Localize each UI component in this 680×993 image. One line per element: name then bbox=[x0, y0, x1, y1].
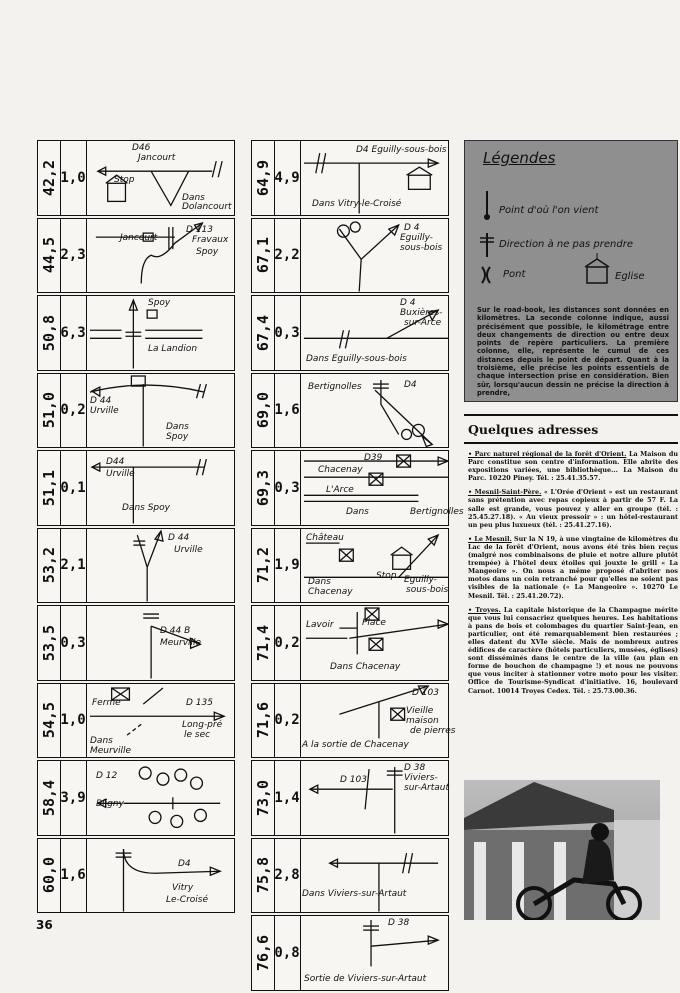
route-diagram bbox=[86, 761, 234, 835]
diagram-label: Dans Vitry-le-Croisé bbox=[312, 199, 402, 209]
diagram-label: D4 Eguilly-sous-bois bbox=[356, 145, 447, 155]
partial-km: 0,2 bbox=[274, 606, 301, 680]
diagram-label: D 113 bbox=[186, 224, 213, 235]
diagram-label: Dans bbox=[182, 193, 205, 203]
diagram-label: D 38 bbox=[388, 918, 410, 928]
diagram-label: Jancourt bbox=[138, 153, 176, 163]
diagram-label: Meurville bbox=[160, 638, 202, 648]
roadbook-row bbox=[251, 528, 449, 604]
cumulative-km: 53,2 bbox=[38, 529, 61, 603]
diagram-label: D 44 bbox=[90, 395, 112, 406]
diagram-label: Ferme bbox=[92, 697, 121, 708]
diagram-label: D 38 bbox=[404, 763, 426, 773]
legend-origin-label: Point d'où l'on vient bbox=[499, 205, 599, 216]
addresses-title: Quelques adresses bbox=[468, 422, 599, 437]
diagram-label: Urville bbox=[90, 405, 119, 416]
roadbook-row bbox=[251, 373, 449, 449]
addresses-rule bbox=[464, 442, 678, 444]
route-diagram bbox=[86, 141, 234, 215]
cumulative-km: 42,2 bbox=[38, 141, 61, 215]
roadbook-row bbox=[37, 760, 235, 836]
cumulative-km: 75,8 bbox=[252, 839, 275, 913]
diagram-label: D4 bbox=[404, 379, 417, 390]
roadbook-row bbox=[251, 838, 449, 914]
route-diagram bbox=[300, 761, 448, 835]
diagram-label: D39 bbox=[364, 453, 383, 463]
partial-km: 0,1 bbox=[60, 451, 87, 525]
legend-box bbox=[464, 140, 678, 402]
route-diagram bbox=[300, 606, 448, 680]
roadbook-row bbox=[251, 218, 449, 294]
partial-km: 4,9 bbox=[274, 141, 301, 215]
address-item: • Mesnil-Saint-Père. « L'Orée d'Orient » est un restaurant sans prétention avec repas copieux à partir de 57 F. La salle est grande, vous pouvez y aller en groupe (tél. : 25.45.27.18). « Au vieux pressoir » : un hôtel-restaurant un peu plus luxueux (tél. : 25.41.27.16). bbox=[468, 488, 678, 529]
diagram-label: Dans bbox=[166, 421, 189, 432]
cumulative-km: 71,6 bbox=[252, 684, 275, 758]
diagram-label: Bligny bbox=[96, 799, 124, 809]
roadbook-row bbox=[251, 915, 449, 991]
partial-km: 0,3 bbox=[60, 606, 87, 680]
roadbook-row bbox=[251, 760, 449, 836]
partial-km: 0,2 bbox=[60, 374, 87, 448]
diagram-label: Eguilly- bbox=[400, 232, 433, 243]
diagram-label: D 44 bbox=[168, 532, 190, 543]
diagram-label: Viviers- bbox=[404, 773, 438, 783]
legend-church-label: Eglise bbox=[615, 271, 645, 282]
diagram-label: La Landion bbox=[148, 344, 198, 354]
route-diagram bbox=[300, 374, 448, 448]
diagram-label: sur-Artaut bbox=[404, 783, 449, 793]
diagram-label: Lavoir bbox=[306, 620, 334, 630]
partial-km: 3,9 bbox=[60, 761, 87, 835]
cumulative-km: 67,1 bbox=[252, 219, 275, 293]
cumulative-km: 71,2 bbox=[252, 529, 275, 603]
page-number: 36 bbox=[36, 918, 53, 932]
partial-km: 1,6 bbox=[60, 839, 87, 913]
legend-bridge-label: Pont bbox=[503, 269, 526, 280]
route-diagram bbox=[86, 606, 234, 680]
diagram-label: D44 bbox=[106, 457, 125, 467]
addresses-rule bbox=[464, 414, 678, 416]
route-diagram bbox=[300, 839, 448, 913]
diagram-label: de pierres bbox=[410, 725, 456, 736]
diagram-label: D46 bbox=[132, 143, 151, 153]
roadbook-row bbox=[37, 838, 235, 914]
diagram-label: Dans bbox=[90, 735, 113, 746]
diagram-label: Dans bbox=[346, 507, 369, 517]
diagram-label: Dans Chacenay bbox=[330, 662, 401, 672]
partial-km: 1,9 bbox=[274, 529, 301, 603]
diagram-label: D 12 bbox=[96, 771, 118, 781]
diagram-label: D 4 bbox=[404, 222, 420, 233]
cumulative-km: 69,0 bbox=[252, 374, 275, 448]
diagram-label: D4 bbox=[178, 858, 191, 869]
partial-km: 2,1 bbox=[60, 529, 87, 603]
route-diagram bbox=[86, 684, 234, 758]
cumulative-km: 44,5 bbox=[38, 219, 61, 293]
cumulative-km: 58,4 bbox=[38, 761, 61, 835]
route-diagram bbox=[86, 219, 234, 293]
route-diagram bbox=[300, 296, 448, 370]
roadbook-left-column bbox=[37, 140, 235, 915]
partial-km: 1,0 bbox=[60, 141, 87, 215]
diagram-label: D 4 bbox=[400, 298, 416, 308]
roadbook-row bbox=[251, 450, 464, 526]
diagram-label: A la sortie de Chacenay bbox=[302, 739, 409, 750]
partial-km: 0,3 bbox=[274, 451, 301, 525]
diagram-label: L'Arce bbox=[326, 485, 354, 495]
roadbook-row bbox=[37, 605, 235, 681]
cumulative-km: 51,0 bbox=[38, 374, 61, 448]
diagram-label: Spoy bbox=[166, 431, 189, 442]
diagram-label: Vieille bbox=[406, 705, 434, 716]
diagram-label: sous-bois bbox=[406, 584, 449, 595]
cumulative-km: 73,0 bbox=[252, 761, 275, 835]
address-item: • Troyes. La capitale historique de la Champagne mérite que vous lui consacriez quelques heures. Les habitations à pans de bois et colombages du quartier Saint-Jean, en particulier, ont été remarquablement bien restaurées ; elles datent du XVIe siècle. Mais de nombreux autres édifices de caractère (hôtels particuliers, musées, églises) sont disséminés dans le centre de la ville (au plan en forme de bouchon de champagne !) et nous ne pouvons que vous inciter à stationner votre moto pour les visiter. Office de Tourisme-Syndicat d'initiative. 16, boulevard Carnot. 10014 Troyes Cedex. Tél. : 25.73.00.36. bbox=[468, 605, 678, 695]
diagram-label: Fravaux bbox=[192, 234, 229, 245]
cumulative-km: 64,9 bbox=[252, 141, 275, 215]
cumulative-km: 50,8 bbox=[38, 296, 61, 370]
roadbook-row bbox=[37, 218, 235, 294]
diagram-label: Urville bbox=[106, 469, 135, 479]
diagram-label: Long-pré bbox=[182, 719, 223, 730]
route-diagram bbox=[300, 141, 448, 215]
diagram-label: Dans Spoy bbox=[122, 503, 170, 513]
cumulative-km: 76,6 bbox=[252, 916, 275, 990]
addresses-section bbox=[464, 414, 678, 701]
partial-km: 0,8 bbox=[274, 916, 301, 990]
partial-km: 0,2 bbox=[274, 684, 301, 758]
route-diagram bbox=[300, 451, 464, 525]
diagram-label: Jancourt bbox=[120, 232, 158, 243]
diagram-label: maison bbox=[406, 715, 439, 726]
partial-km: 2,3 bbox=[60, 219, 87, 293]
diagram-label: Stop bbox=[114, 175, 135, 185]
diagram-label: Spoy bbox=[196, 246, 219, 257]
address-item: • Le Mesnil. Sur la N 19, à une vingtaine de kilomètres du Lac de la forêt d'Orient, nous avons été très bien reçus (malgré nos combinaisons de pluie et notre allure plutôt trempée) à l'hôtel deux étoiles qui jouxte le grill « La Mangeoire ». On nous a même proposé d'abriter nos motos dans un coin retranché pour qu'elles ne soient pas visibles de la nationale (« La Mangeoire ». 10270 Le Mesnil. Tél. : 25.41.20.72). bbox=[468, 534, 678, 600]
route-diagram bbox=[86, 374, 234, 448]
diagram-label: Bertignolles bbox=[410, 507, 464, 517]
diagram-label: Bertignolles bbox=[308, 381, 362, 392]
roadbook-row bbox=[37, 140, 235, 216]
diagram-label: Buxières- bbox=[400, 308, 443, 318]
diagram-label: Château bbox=[306, 532, 344, 543]
roadbook-middle-column bbox=[251, 140, 464, 993]
roadbook-row bbox=[37, 373, 235, 449]
cumulative-km: 71,4 bbox=[252, 606, 275, 680]
route-diagram bbox=[86, 839, 234, 913]
diagram-label: Chacenay bbox=[318, 465, 363, 475]
partial-km: 2,8 bbox=[274, 839, 301, 913]
route-diagram bbox=[86, 451, 234, 525]
diagram-label: D 44 B bbox=[160, 626, 191, 636]
roadbook-row bbox=[37, 528, 235, 604]
diagram-label: Dans bbox=[308, 576, 331, 587]
address-item: • Parc naturel régional de la forêt d'Orient. La Maison du Parc constitue son centre d'information. Elle abrite des expositions variées, une bibliothèque... La Maison du Parc. 10220 Piney. Tél. : 25.41.35.57. bbox=[468, 450, 678, 483]
cumulative-km: 69,3 bbox=[252, 451, 275, 525]
diagram-label: Dolancourt bbox=[182, 202, 232, 212]
roadbook-row bbox=[37, 295, 235, 371]
diagram-label: D 135 bbox=[186, 697, 213, 708]
cumulative-km: 51,1 bbox=[38, 451, 61, 525]
diagram-label: D 103 bbox=[340, 775, 367, 785]
diagram-label: sous-bois bbox=[400, 242, 443, 253]
diagram-label: Sortie de Viviers-sur-Artaut bbox=[304, 974, 427, 984]
roadbook-row bbox=[251, 605, 449, 681]
diagram-label: D 103 bbox=[412, 687, 439, 698]
motorcycle-photo bbox=[464, 780, 660, 920]
partial-km: 0,3 bbox=[274, 296, 301, 370]
diagram-label: Spoy bbox=[148, 298, 171, 308]
diagram-label: Place bbox=[362, 618, 386, 628]
cumulative-km: 67,4 bbox=[252, 296, 275, 370]
legend-text: Sur le road-book, les distances sont données en kilomètres. La seconde colonne indique, aussi précisément que possible, le kilométrage entre deux changements de direction ou entre deux points de repère particuliers. La première colonne, elle, représente le cumul de ces distances depuis le point de départ. Quant à la troisième, elle précise les points essentiels de chaque intersection prise en considération. Bien sûr, lorsqu'aucun dessin ne précise la direction à prendre, bbox=[477, 306, 669, 397]
diagram-label: Dans Eguilly-sous-bois bbox=[306, 354, 407, 364]
roadbook-row bbox=[37, 683, 235, 759]
route-diagram bbox=[300, 916, 448, 990]
diagram-label: Meurville bbox=[90, 745, 132, 756]
roadbook-row bbox=[251, 683, 456, 759]
partial-km: 1,4 bbox=[274, 761, 301, 835]
cumulative-km: 60,0 bbox=[38, 839, 61, 913]
route-diagram bbox=[86, 296, 234, 370]
roadbook-row bbox=[251, 295, 449, 371]
diagram-label: Stop bbox=[376, 570, 397, 581]
cumulative-km: 53,5 bbox=[38, 606, 61, 680]
diagram-label: Chacenay bbox=[308, 586, 353, 597]
diagram-label: sur-Arce bbox=[404, 318, 442, 328]
route-diagram bbox=[300, 219, 448, 293]
cumulative-km: 54,5 bbox=[38, 684, 61, 758]
diagram-label: Urville bbox=[174, 544, 203, 555]
partial-km: 1,0 bbox=[60, 684, 87, 758]
diagram-label: Eguilly- bbox=[404, 574, 437, 585]
route-diagram bbox=[300, 684, 456, 758]
diagram-label: le sec bbox=[184, 729, 211, 740]
partial-km: 6,3 bbox=[60, 296, 87, 370]
partial-km: 1,6 bbox=[274, 374, 301, 448]
diagram-label: Vitry bbox=[172, 882, 194, 893]
legend-symbols bbox=[465, 141, 679, 306]
diagram-label: Dans Viviers-sur-Artaut bbox=[302, 888, 407, 899]
legend-no-entry-label: Direction à ne pas prendre bbox=[499, 239, 633, 250]
roadbook-row bbox=[251, 140, 449, 216]
partial-km: 2,2 bbox=[274, 219, 301, 293]
route-diagram bbox=[86, 529, 234, 603]
diagram-label: Le-Croisé bbox=[166, 894, 209, 905]
roadbook-row bbox=[37, 450, 235, 526]
legend-title: Légendes bbox=[483, 149, 556, 167]
route-diagram bbox=[300, 529, 448, 603]
